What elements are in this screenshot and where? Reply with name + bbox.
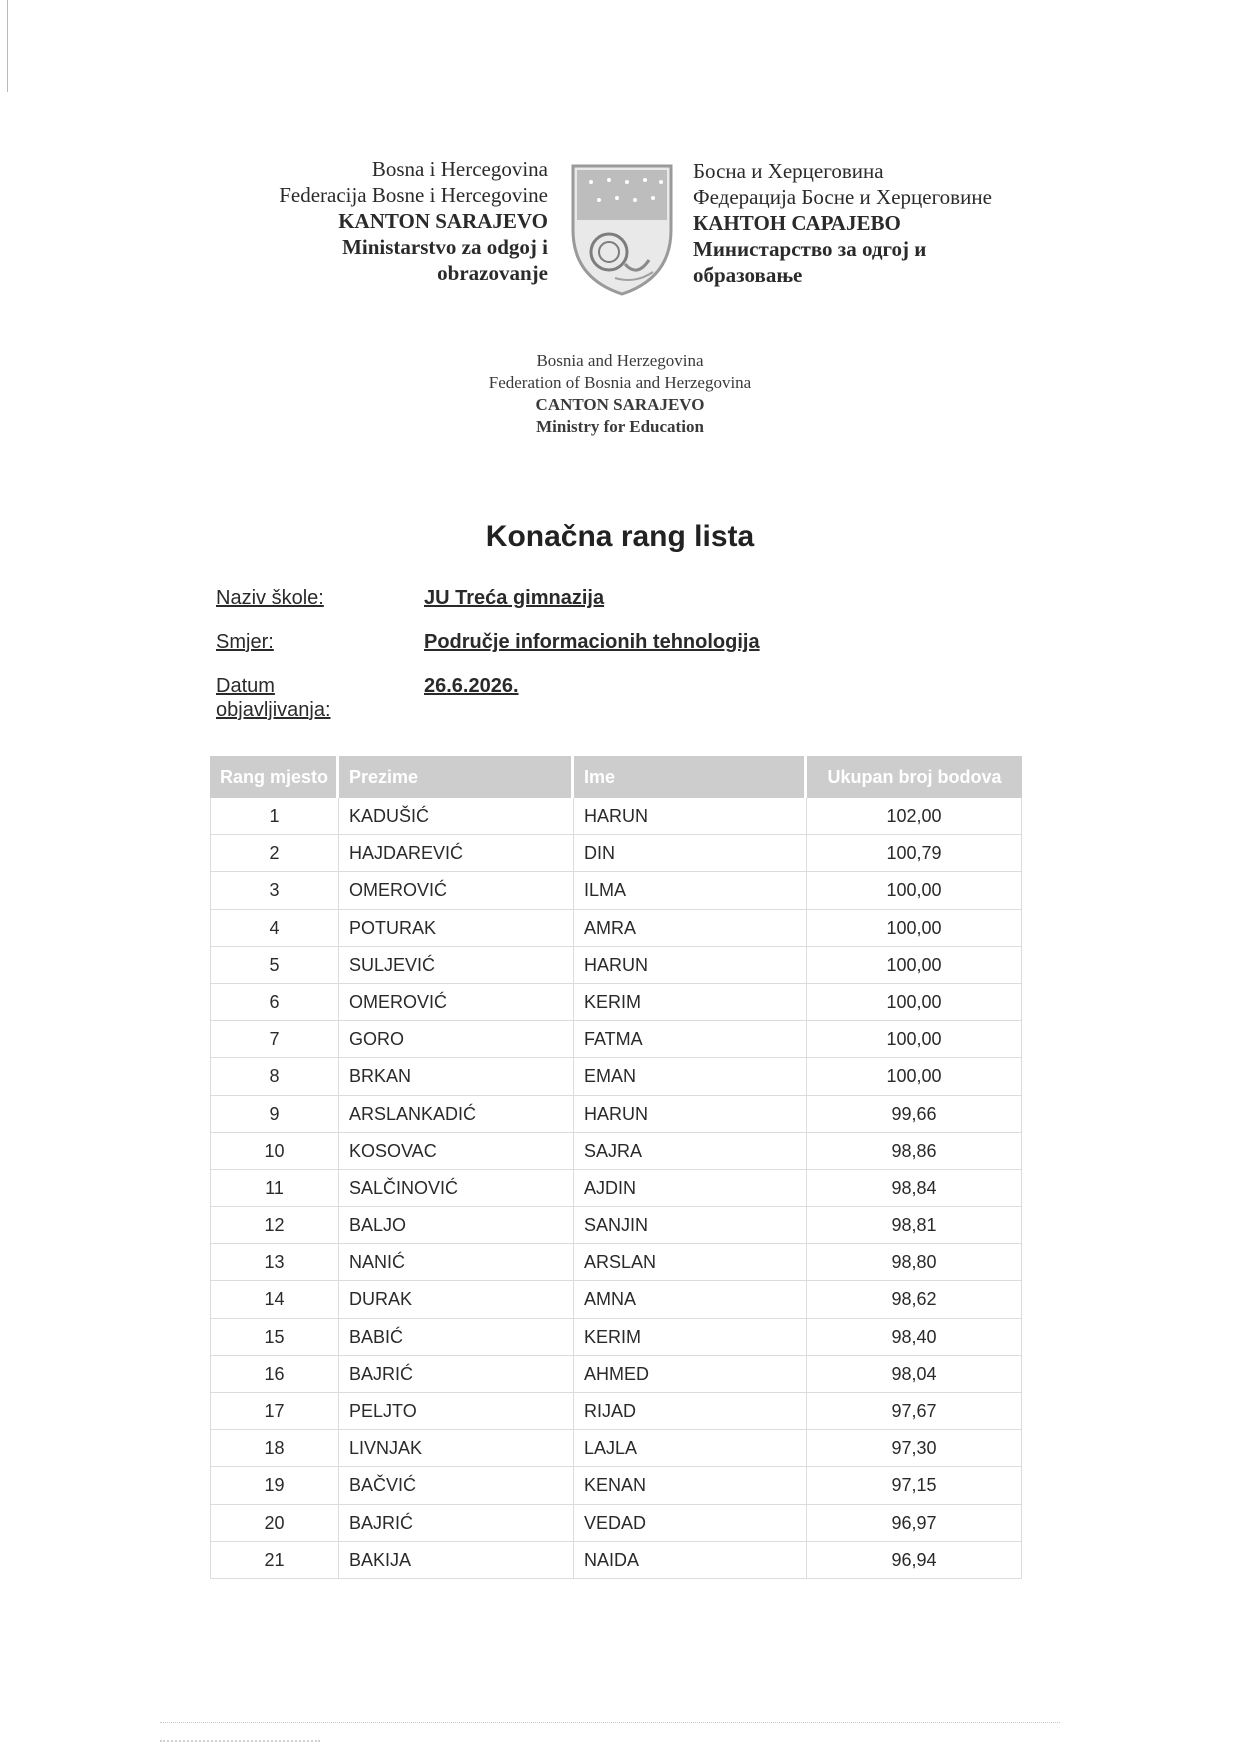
cell-name: RIJAD (574, 1393, 807, 1429)
header-line: obrazovanje (437, 261, 548, 285)
header-line: Federation of Bosnia and Herzegovina (488, 373, 752, 392)
table-row (210, 1133, 1022, 1170)
cell-rank: 11 (210, 1170, 339, 1206)
cell-rank: 20 (210, 1505, 339, 1541)
cell-points: 100,00 (807, 947, 1022, 983)
cell-name: EMAN (574, 1058, 807, 1094)
cell-name: HARUN (574, 1096, 807, 1132)
document-title: Konačna rang lista (485, 520, 755, 553)
table-row (210, 1356, 1022, 1393)
cell-surname: NANIĆ (339, 1244, 574, 1280)
cell-name: ILMA (574, 872, 807, 908)
cell-name: SAJRA (574, 1133, 807, 1169)
school-value: JU Treća gimnazija (424, 587, 605, 609)
cell-points: 98,04 (807, 1356, 1022, 1392)
cell-surname: BAJRIĆ (339, 1505, 574, 1541)
cell-points: 100,79 (807, 835, 1022, 871)
cell-name: AJDIN (574, 1170, 807, 1206)
cell-surname: BAJRIĆ (339, 1356, 574, 1392)
cell-points: 97,30 (807, 1430, 1022, 1466)
cell-surname: BABIĆ (339, 1319, 574, 1355)
cell-rank: 10 (210, 1133, 339, 1169)
table-row (210, 1281, 1022, 1318)
cell-points: 98,62 (807, 1281, 1022, 1317)
header-line: образовање (693, 263, 803, 287)
header-bosnian-latin (230, 156, 548, 286)
cell-name: KERIM (574, 1319, 807, 1355)
table-row (210, 947, 1022, 984)
cell-points: 97,67 (807, 1393, 1022, 1429)
cell-rank: 3 (210, 872, 339, 908)
cell-surname: BAKIJA (339, 1542, 574, 1578)
cell-name: ARSLAN (574, 1244, 807, 1280)
header-line: Федерација Босне и Херцеговине (693, 185, 992, 209)
cell-surname: LIVNJAK (339, 1430, 574, 1466)
cell-rank: 6 (210, 984, 339, 1020)
header-line: Bosnia and Herzegovina (536, 351, 704, 370)
cell-name: VEDAD (574, 1505, 807, 1541)
cell-surname: SALČINOVIĆ (339, 1170, 574, 1206)
cell-name: KENAN (574, 1467, 807, 1503)
cell-rank: 14 (210, 1281, 339, 1317)
cell-rank: 2 (210, 835, 339, 871)
date-value: 26.6.2026. (424, 675, 519, 697)
cell-points: 99,66 (807, 1096, 1022, 1132)
cell-rank: 9 (210, 1096, 339, 1132)
cell-rank: 15 (210, 1319, 339, 1355)
cell-points: 100,00 (807, 1021, 1022, 1057)
column-header-name: Ime (574, 756, 807, 798)
date-label: Datum objavljivanja: (216, 675, 331, 721)
table-row (210, 1096, 1022, 1133)
header-english (440, 350, 800, 438)
cell-name: AMNA (574, 1281, 807, 1317)
column-header-surname: Prezime (339, 756, 574, 798)
cell-rank: 21 (210, 1542, 339, 1578)
cell-rank: 8 (210, 1058, 339, 1094)
cell-name: FATMA (574, 1021, 807, 1057)
cell-rank: 7 (210, 1021, 339, 1057)
table-row (210, 1393, 1022, 1430)
cell-name: HARUN (574, 798, 807, 834)
cell-surname: OMEROVIĆ (339, 984, 574, 1020)
cell-surname: ARSLANKADIĆ (339, 1096, 574, 1132)
course-label: Smjer: (216, 631, 274, 653)
cell-surname: PELJTO (339, 1393, 574, 1429)
cell-rank: 4 (210, 910, 339, 946)
cell-surname: OMEROVIĆ (339, 872, 574, 908)
cell-name: HARUN (574, 947, 807, 983)
cell-surname: BRKAN (339, 1058, 574, 1094)
cell-points: 98,86 (807, 1133, 1022, 1169)
cell-points: 100,00 (807, 1058, 1022, 1094)
cell-points: 100,00 (807, 872, 1022, 908)
table-row (210, 984, 1022, 1021)
cell-rank: 16 (210, 1356, 339, 1392)
cell-points: 96,94 (807, 1542, 1022, 1578)
cell-name: AHMED (574, 1356, 807, 1392)
coat-of-arms-icon (565, 160, 679, 298)
table-row (210, 1058, 1022, 1095)
cell-points: 97,15 (807, 1467, 1022, 1503)
header-line: КАНТОН САРАЈЕВО (693, 211, 901, 235)
header-line: Federacija Bosne i Hercegovine (279, 183, 548, 207)
cell-name: KERIM (574, 984, 807, 1020)
cell-points: 98,81 (807, 1207, 1022, 1243)
table-row (210, 1207, 1022, 1244)
cell-points: 102,00 (807, 798, 1022, 834)
column-header-rank: Rang mjesto (210, 756, 339, 798)
cell-rank: 5 (210, 947, 339, 983)
cell-surname: KOSOVAC (339, 1133, 574, 1169)
header-line: Ministarstvo za odgoj i (342, 235, 548, 259)
header-line: Министарство за одгој и (693, 237, 927, 261)
cell-surname: HAJDAREVIĆ (339, 835, 574, 871)
table-row (210, 798, 1022, 835)
cell-rank: 1 (210, 798, 339, 834)
table-header (210, 756, 1022, 798)
cell-surname: BALJO (339, 1207, 574, 1243)
table-row (210, 835, 1022, 872)
header-line: Босна и Херцеговина (693, 159, 884, 183)
cell-name: DIN (574, 835, 807, 871)
cell-rank: 13 (210, 1244, 339, 1280)
header-line: KANTON SARAJEVO (338, 209, 548, 233)
table-row (210, 910, 1022, 947)
cell-points: 100,00 (807, 984, 1022, 1020)
header-line: Ministry for Education (536, 417, 704, 436)
cell-points: 100,00 (807, 910, 1022, 946)
cell-name: AMRA (574, 910, 807, 946)
column-header-points: Ukupan broj bodova (827, 767, 1002, 787)
header-bosnian-cyrillic (693, 158, 1053, 288)
table-row (210, 1319, 1022, 1356)
cell-points: 96,97 (807, 1505, 1022, 1541)
cell-surname: BAČVIĆ (339, 1467, 574, 1503)
footer-divider (160, 1722, 1060, 1723)
table-row (210, 1467, 1022, 1504)
table-row (210, 1542, 1022, 1579)
cell-rank: 17 (210, 1393, 339, 1429)
header-line: CANTON SARAJEVO (535, 395, 705, 414)
table-body (210, 798, 1022, 1579)
course-value: Područje informacionih tehnologija (424, 631, 760, 653)
school-label: Naziv škole: (216, 587, 324, 609)
cell-rank: 19 (210, 1467, 339, 1503)
cell-points: 98,80 (807, 1244, 1022, 1280)
table-row (210, 1170, 1022, 1207)
table-row (210, 872, 1022, 909)
cell-surname: DURAK (339, 1281, 574, 1317)
table-row (210, 1505, 1022, 1542)
cell-name: NAIDA (574, 1542, 807, 1578)
cell-name: LAJLA (574, 1430, 807, 1466)
cell-surname: GORO (339, 1021, 574, 1057)
cell-surname: KADUŠIĆ (339, 798, 574, 834)
table-row (210, 1244, 1022, 1281)
cell-surname: SULJEVIĆ (339, 947, 574, 983)
footer-divider (160, 1740, 320, 1742)
ranking-table (210, 756, 1022, 1579)
cell-surname: POTURAK (339, 910, 574, 946)
cell-rank: 18 (210, 1430, 339, 1466)
table-row (210, 1430, 1022, 1467)
header-line: Bosna i Hercegovina (371, 157, 548, 181)
cell-points: 98,84 (807, 1170, 1022, 1206)
scan-edge-line (7, 0, 8, 92)
table-row (210, 1021, 1022, 1058)
cell-name: SANJIN (574, 1207, 807, 1243)
cell-rank: 12 (210, 1207, 339, 1243)
cell-points: 98,40 (807, 1319, 1022, 1355)
